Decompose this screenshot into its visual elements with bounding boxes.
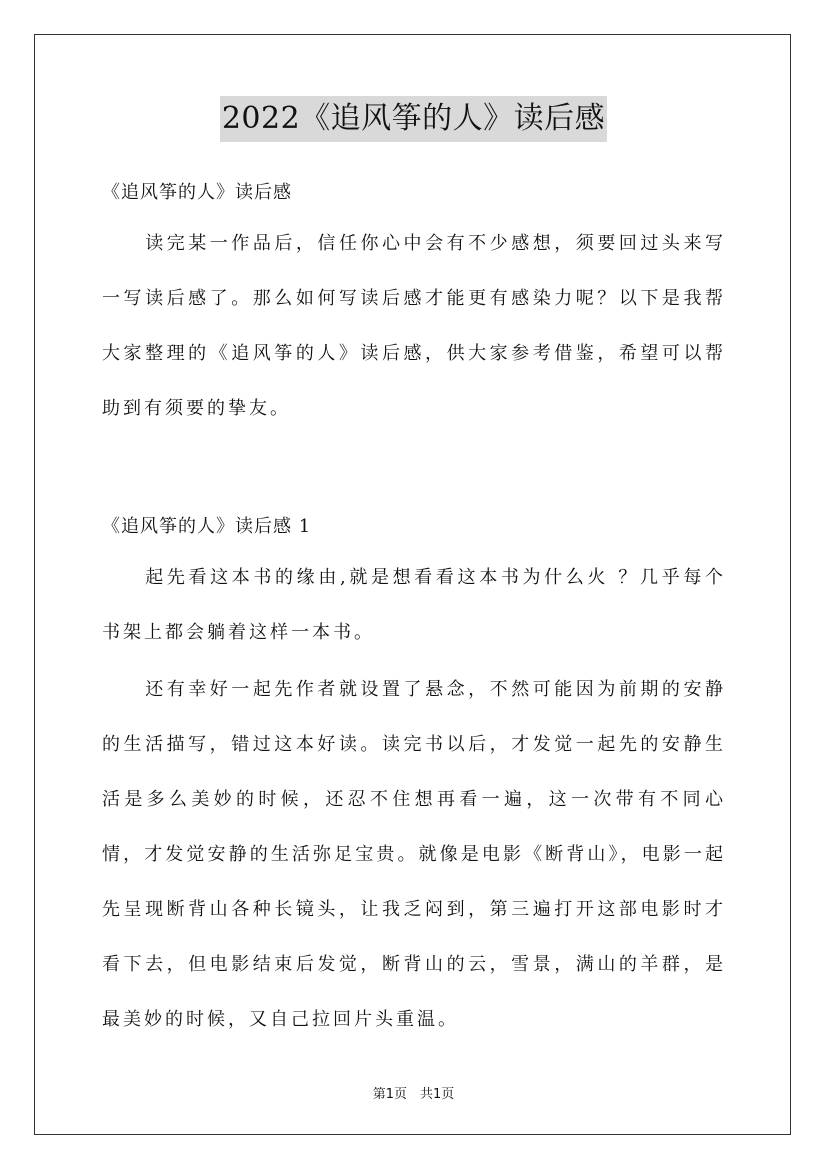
page-number-footer: 第1页 共1页 bbox=[372, 1087, 455, 1102]
document-title: 2022《追风筝的人》读后感 bbox=[220, 96, 607, 142]
main-heading: 《追风筝的人》读后感 bbox=[102, 182, 292, 203]
intro-paragraph: 读完某一作品后，信任你心中会有不少感想，须要回过头来写一写读后感了。那么如何写读后感才能更有感染力呢？以下是我帮大家整理的《追风筝的人》读后感，供大家参考借鉴，希望可以帮助到有须要的挚友。 bbox=[102, 233, 726, 419]
title-container bbox=[0, 96, 827, 142]
body-paragraph-1: 起先看这本书的缘由,就是想看看这本书为什么火 ？几乎每个书架上都会躺着这样一本书。 bbox=[102, 567, 726, 643]
body-paragraph-2: 还有幸好一起先作者就设置了悬念，不然可能因为前期的安静的生活描写，错过这本好读。读完书以后，才发觉一起先的安静生活是多么美妙的时候，还忍不住想再看一遍，这一次带有不同心情，才发觉安静的生活弥足宝贵。就像是电影《断背山》，电影一起先呈现断背山各种长镜头，让我乏闷到，第三遍打开这部电影时才看下去，但电影结束后发觉，断背山的云，雪景，满山的羊群，是最美妙的时候，又自己拉回片头重温。 bbox=[102, 679, 726, 1030]
section-heading: 《追风筝的人》读后感 1 bbox=[102, 516, 312, 537]
document-body bbox=[102, 170, 726, 1047]
